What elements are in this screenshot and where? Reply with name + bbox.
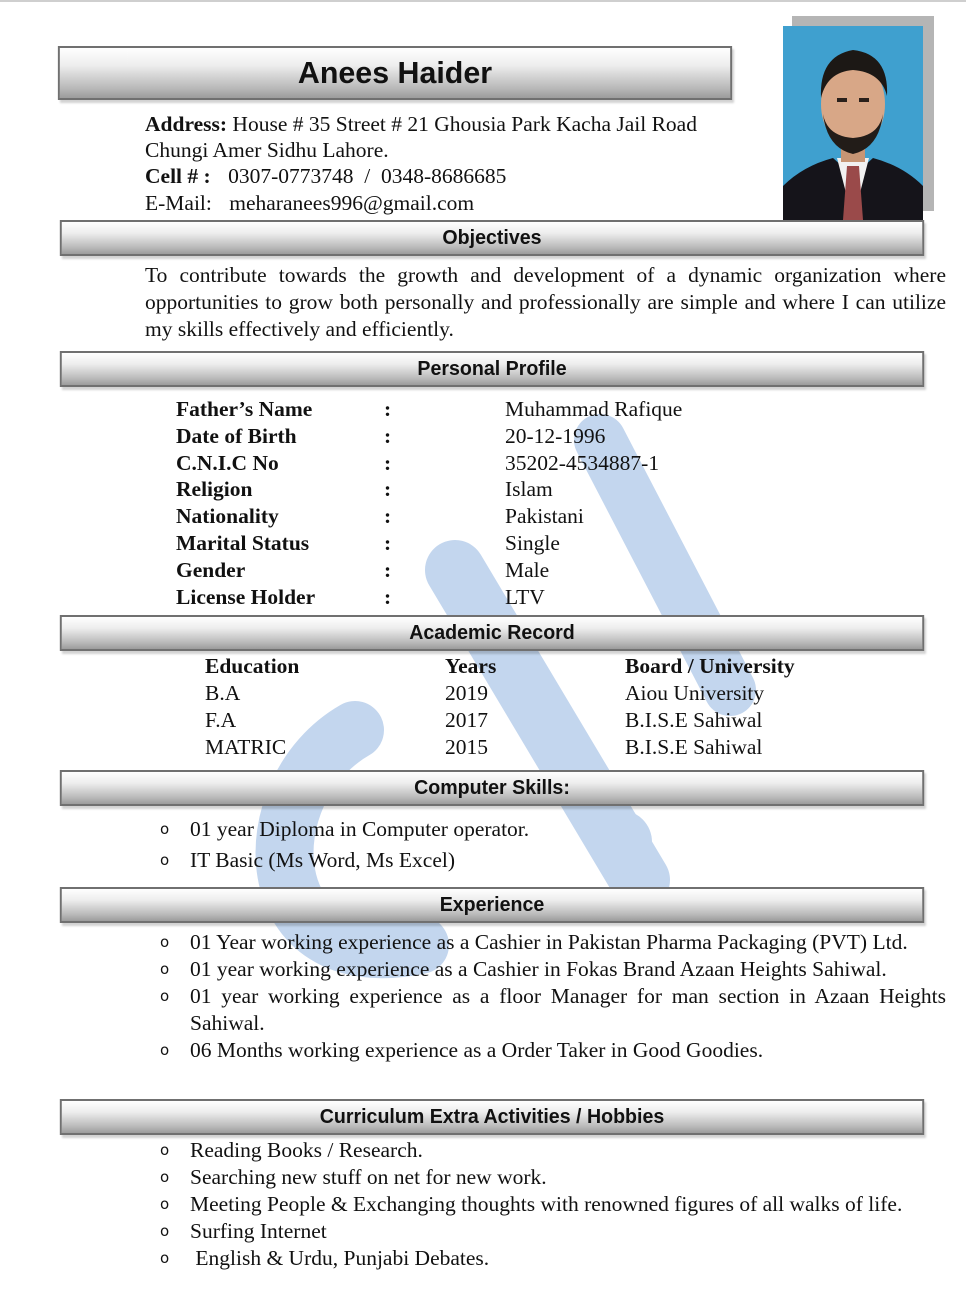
cell-education: MATRIC — [205, 735, 287, 759]
profile-label: License Holder — [176, 584, 316, 609]
email-value[interactable]: meharanees996@gmail.com — [229, 191, 475, 215]
profile-label: Date of Birth — [176, 423, 297, 448]
cell-board: B.I.S.E Sahiwal — [625, 735, 763, 759]
candidate-name: Anees Haider — [297, 55, 493, 90]
list-item-text: 01 year Diploma in Computer operator. — [190, 817, 530, 841]
address-line-1 — [145, 111, 697, 138]
profile-separator: : — [384, 504, 392, 529]
column-header-board: Board / University — [625, 654, 795, 678]
computer-skills-title: Computer Skills: — [414, 777, 570, 799]
profile-separator: : — [384, 530, 392, 555]
column-header-education: Education — [205, 654, 300, 678]
cell-education: F.A — [205, 708, 237, 732]
profile-value: 35202-4534887-1 — [505, 450, 660, 475]
list-item-text: Surfing Internet — [190, 1219, 327, 1243]
cell-education: B.A — [205, 681, 241, 705]
profile-label: Father’s Name — [176, 397, 313, 421]
address-line-2: Chungi Amer Sidhu Lahore. — [145, 138, 389, 162]
bullet-circle-icon: o — [160, 820, 170, 838]
profile-label: Marital Status — [176, 530, 310, 555]
experience-list — [160, 929, 946, 1064]
experience-title: Experience — [439, 894, 545, 916]
profile-value: 20-12-1996 — [505, 423, 606, 448]
profile-value: LTV — [505, 584, 545, 609]
profile-value: Male — [505, 557, 550, 582]
section-header-objectives — [60, 220, 924, 256]
list-item-text: Searching new stuff on net for new work. — [190, 1165, 547, 1189]
bullet-circle-icon: o — [160, 987, 170, 1005]
bullet-circle-icon: o — [160, 960, 170, 978]
profile-value: Islam — [505, 477, 553, 502]
name-header-bar — [58, 46, 732, 100]
cell-year: 2015 — [445, 735, 488, 759]
academic-record-title: Academic Record — [409, 622, 575, 644]
personal-profile-title: Personal Profile — [417, 358, 567, 380]
profile-separator: : — [384, 557, 392, 582]
cell-board: Aiou University — [625, 681, 765, 705]
bullet-circle-icon: o — [160, 1249, 170, 1267]
list-item-text: English & Urdu, Punjabi Debates. — [190, 1246, 490, 1270]
bullet-circle-icon: o — [160, 1141, 170, 1159]
section-header-computer-skills — [60, 770, 924, 806]
bullet-circle-icon: o — [160, 1041, 170, 1059]
computer-skills-list — [160, 814, 946, 876]
email-row — [145, 190, 474, 217]
profile-separator: : — [384, 397, 392, 421]
section-header-experience — [60, 887, 924, 923]
column-header-years: Years — [445, 654, 497, 678]
profile-separator: : — [384, 584, 392, 609]
section-header-academic-record — [60, 615, 924, 651]
list-item — [160, 1245, 946, 1272]
list-item — [160, 983, 946, 1037]
list-item — [160, 1037, 946, 1064]
list-item-text: 06 Months working experience as a Order Taker in Good Goodies. — [190, 1038, 764, 1062]
list-item-text: IT Basic (Ms Word, Ms Excel) — [190, 848, 455, 872]
list-item — [160, 814, 946, 845]
cell-value: 0307-0773748 / 0348-8686685 — [228, 164, 507, 188]
bullet-circle-icon: o — [160, 1195, 170, 1213]
list-item-text: 01 year working experience as a Cashier in Fokas Brand Azaan Heights Sahiwal. — [190, 957, 887, 981]
profile-label: Gender — [176, 557, 246, 582]
bullet-circle-icon: o — [160, 1222, 170, 1240]
list-item — [160, 1164, 946, 1191]
cell-year: 2019 — [445, 681, 488, 705]
hobbies-title: Curriculum Extra Activities / Hobbies — [319, 1106, 665, 1128]
objectives-text: To contribute towards the growth and development of a dynamic organization where opportunities to grow both personally and professionally are simple and where I can utilize my skills effectively and efficiently. — [145, 263, 946, 341]
cell-row — [145, 163, 506, 190]
list-item — [160, 956, 946, 983]
section-header-personal-profile — [60, 351, 924, 387]
profile-label: Nationality — [176, 504, 279, 529]
bullet-circle-icon: o — [160, 851, 170, 869]
cell-year: 2017 — [445, 708, 488, 732]
objectives-title: Objectives — [442, 227, 542, 249]
profile-label: Religion — [176, 477, 253, 502]
top-border-line — [0, 0, 966, 2]
cell-board: B.I.S.E Sahiwal — [625, 708, 763, 732]
email-label: E-Mail: — [145, 191, 212, 215]
list-item-text: Reading Books / Research. — [190, 1138, 423, 1162]
profile-separator: : — [384, 477, 392, 502]
list-item-text: 01 Year working experience as a Cashier in Pakistan Pharma Packaging (PVT) Ltd. — [190, 930, 908, 954]
profile-value: Single — [505, 530, 560, 555]
list-item — [160, 929, 946, 956]
profile-value: Pakistani — [505, 504, 584, 529]
profile-separator: : — [384, 423, 392, 448]
list-item — [160, 1218, 946, 1245]
profile-value: Muhammad Rafique — [505, 397, 683, 421]
person-portrait-icon — [783, 26, 923, 220]
hobbies-list — [160, 1137, 946, 1272]
list-item-text: Meeting People & Exchanging thoughts with renowned figures of all walks of life. — [190, 1192, 903, 1216]
list-item — [160, 845, 946, 876]
profile-separator: : — [384, 450, 392, 475]
bullet-circle-icon: o — [160, 1168, 170, 1186]
list-item — [160, 1191, 946, 1218]
profile-photo — [783, 26, 923, 220]
profile-label: C.N.I.C No — [176, 450, 279, 475]
address-value: House # 35 Street # 21 Ghousia Park Kacha Jail Road — [232, 112, 697, 136]
address-label: Address: — [145, 112, 228, 136]
cell-label: Cell # : — [145, 164, 211, 188]
list-item — [160, 1137, 946, 1164]
section-header-hobbies — [60, 1099, 924, 1135]
bullet-circle-icon: o — [160, 933, 170, 951]
list-item-text: 01 year working experience as a floor Manager for man section in Azaan Heights Sahiwal. — [190, 984, 946, 1035]
